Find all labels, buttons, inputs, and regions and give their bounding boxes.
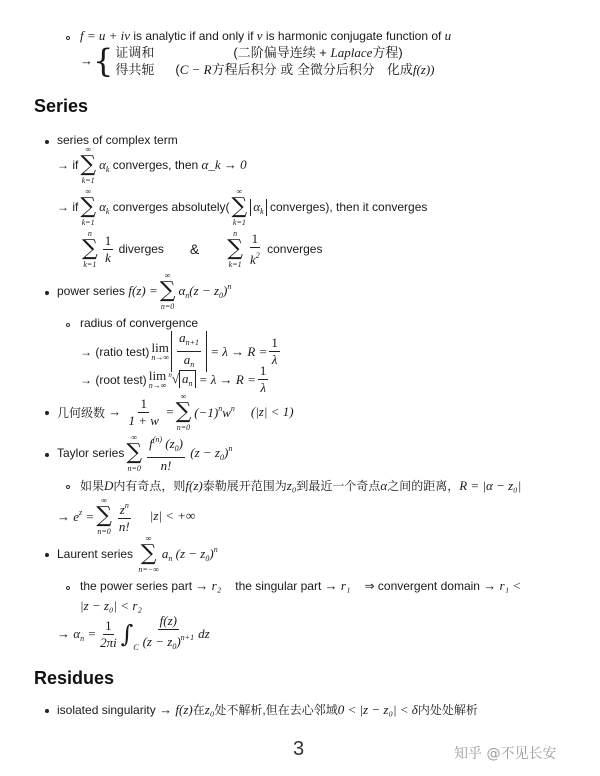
singular-part-text: the singular part (235, 579, 322, 593)
sum-symbol: ∞ ∑ n=0 (96, 496, 112, 536)
note-mid3: 到最近一个奇点 (296, 479, 381, 493)
sub-bullet (66, 36, 70, 40)
root-test-text: → (root test) (80, 372, 147, 387)
series-line2: → if ∞ ∑ k=1 $\alpha_k$ converges absolutely( ∞ ∑ k=1 $\alpha_k$ converges), then it converges (57, 187, 428, 227)
brace-row1-label: 证调和 (115, 45, 155, 60)
fz-text: f(z)) (412, 62, 435, 77)
sum-symbol: n ∑ k=1 (227, 229, 243, 269)
note-pre: 如果 (80, 479, 105, 493)
series-line1: → if ∞ ∑ k=1 $\alpha_k$ converges, then α_k → 0 (57, 145, 247, 185)
laurent-parts-line (80, 578, 521, 594)
iso-text2: 内处处解析 (417, 703, 478, 717)
arrow-if-2: → if (57, 200, 79, 214)
iso-fz: f(z) (175, 701, 193, 717)
isolated-label: isolated singularity (57, 702, 156, 717)
bullet (45, 291, 49, 295)
bullet (45, 709, 49, 713)
iso-arrow: → (159, 701, 173, 717)
brace-row1-close: 方程) (372, 45, 403, 60)
bullet (45, 453, 49, 457)
ratio-test-line: → (ratio test) lim n→∞ $\frac{a_{n+1}}{a_n}$ = λ → R = $\frac{1}{\lambda}$ (80, 331, 282, 372)
sub-bullet (66, 323, 70, 327)
root-test-line: → (root test) lim n→∞ $^n$√ $a_n$ = λ → R = $\frac{1}{\lambda}$ (80, 363, 267, 395)
power-series-label: power series (57, 284, 126, 298)
arrow: → (80, 53, 93, 68)
taylor-series-line: Taylor series ∞ ∑ n=0 $\frac{f^{(n)} (z_0)}{n!}$ $(z - z_0)^n$ (57, 433, 233, 473)
note-R: R = |α − z₀| (459, 477, 522, 493)
note-D: D (104, 477, 114, 493)
analytic-text-2: is harmonic conjugate function of (262, 29, 445, 43)
iso-math: 0 < |z − z₀| < δ (337, 701, 418, 717)
sum-symbol: n ∑ k=1 (82, 229, 98, 269)
f-equals-u-iv: f = u + iv (80, 28, 131, 43)
ampersand: & (189, 241, 200, 257)
v-symbol: v (256, 28, 263, 43)
sub-bullet (66, 586, 70, 590)
brace-row2-mid: 方程后积分 或 全微分后积分 (211, 62, 375, 77)
analytic-condition-line (80, 28, 451, 44)
bullet (45, 553, 49, 557)
converges-absolutely: converges absolutely( (112, 200, 230, 214)
then-converges: converges), then it converges (269, 200, 428, 214)
power-part-text: the power series part (80, 579, 193, 593)
laurent-label: Laurent series (57, 547, 134, 561)
left-brace: { (93, 42, 114, 80)
sum-symbol: ∞ ∑ n=0 (175, 392, 192, 432)
lim-operator: lim n→∞ (148, 368, 167, 390)
r1-less: → r₁ < (483, 578, 522, 593)
page-number: 3 (293, 738, 305, 760)
note-mid2: 泰勒展开范围为 (202, 479, 287, 493)
note-mid1: 内有奇点，则 (113, 479, 186, 493)
bullet (45, 411, 49, 415)
note-mid4: 之间的距离， (387, 479, 460, 493)
brace-row1-note: (二阶偏导连续 + (233, 45, 331, 60)
series-heading: Series (34, 96, 89, 116)
exp-series-line: → $e^z$ = ∞ ∑ n=0 $\frac{z^n}{n!}$ |z| < +∞ (57, 496, 196, 536)
sum-symbol: ∞ ∑ n=−∞ (138, 534, 159, 574)
taylor-note (80, 477, 521, 494)
radius-of-convergence (80, 316, 198, 330)
sub-bullet (66, 485, 70, 489)
alpha-to-zero: α_k → 0 (201, 157, 247, 172)
geometric-label: 几何级数 (57, 405, 106, 420)
arrow-if: → if (57, 158, 79, 172)
one-over-k2: $\frac{1}{k^2}$ (249, 230, 260, 267)
roc-text: radius of convergence (80, 316, 199, 330)
u-symbol: u (444, 28, 452, 43)
iso-zai: 在 (192, 703, 205, 717)
note-fz: f(z) (185, 477, 203, 493)
isolated-singularity-line (57, 701, 478, 718)
iso-text1: 处不解析,但在去心邻域 (214, 703, 338, 717)
taylor-label: Taylor series (57, 446, 125, 460)
watermark: 知乎 @不见长安 (454, 746, 557, 762)
laurent-series-line: Laurent series ∞ ∑ n=−∞ $a_n$ $(z - z_0)^n$ (57, 534, 218, 574)
series-line3 (80, 229, 322, 269)
analytic-text-1: is analytic if and only if (130, 29, 257, 43)
residues-heading: Residues (34, 668, 115, 688)
laplace-text: Laplace (330, 45, 373, 60)
converges-text: converges (267, 242, 323, 256)
power-series-line: power series f(z) = ∞ ∑ n=0 $\alpha_n(z - z_0)^n$ (57, 271, 232, 311)
sum-symbol: ∞ ∑ n=0 (126, 433, 143, 473)
one-over-k: $\frac{1}{k}$ (104, 232, 112, 265)
series-complex-term-text: series of complex term (57, 133, 178, 147)
note-alpha: α (380, 477, 388, 493)
sum-symbol: ∞ ∑ k=1 (80, 145, 97, 185)
laurent-parts-line2 (80, 598, 142, 614)
geometric-series-line: 几何级数 → $\frac{1}{1 + w}$ = ∞ ∑ n=0 $(-1)^nw^n$ (|z| < 1) (57, 392, 294, 432)
c-r-text: C − R (179, 62, 212, 77)
brace-row2-label: 得共轭 (115, 62, 155, 77)
lim-operator: lim n→∞ (151, 340, 170, 362)
iso-z0: z₀ (204, 701, 215, 717)
sum-symbol: ∞ ∑ k=1 (80, 187, 97, 227)
diverges-text: diverges (118, 242, 164, 256)
alpha-n-line: → $\alpha_n$ = $\frac{1}{2\pi i}$ ∫ C $\frac{f(z)}{(z - z_0)^{n+1}}$ dz (57, 613, 210, 652)
domain-inequality: |z − z₀| < r₂ (80, 598, 142, 613)
brace-block (80, 44, 435, 78)
to-r1: → r₁ (324, 578, 351, 593)
to-r2: → r₂ (195, 578, 222, 593)
sum-symbol: ∞ ∑ n=0 (159, 271, 176, 311)
convergent-domain-text: ⇒ convergent domain (364, 579, 480, 593)
sum-symbol: ∞ ∑ k=1 (231, 187, 248, 227)
brace-row2-end: 化成 (386, 62, 413, 77)
note-z0: z₀ (286, 477, 297, 493)
bullet (45, 140, 49, 144)
brace-row2-open: ( (175, 62, 180, 77)
ratio-test-text: → (ratio test) (80, 344, 150, 359)
converges-then: converges, then (112, 158, 199, 172)
